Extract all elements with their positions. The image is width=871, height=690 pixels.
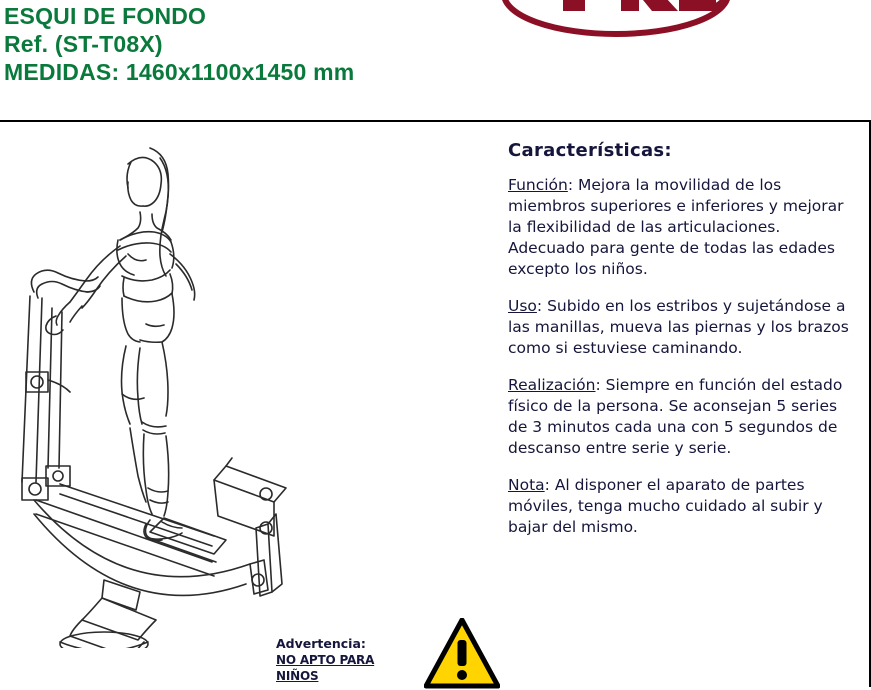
characteristic-nota	[508, 475, 853, 538]
warning-triangle-icon	[424, 618, 500, 690]
characteristic-realizacion	[508, 375, 853, 459]
characteristic-nota-text: Al disponer el aparato de partes móviles, tenga mucho cuidado al subir y bajar del mismo.	[508, 476, 823, 536]
characteristics-heading: Características:	[508, 140, 672, 161]
characteristic-funcion-text: Mejora la movilidad de los miembros superiores e inferiores y mejorar la flexibilidad de las articulaciones. Adecuado para gente de todas las edades excepto los niños.	[508, 176, 844, 278]
product-title: ESQUI DE FONDO	[4, 3, 207, 29]
characteristic-uso-label: Uso	[508, 297, 537, 315]
characteristics-section	[508, 140, 853, 554]
characteristic-funcion-separator: :	[567, 176, 579, 194]
header-divider	[0, 120, 871, 122]
warning-block	[276, 628, 506, 688]
characteristic-funcion-label: Función	[508, 176, 568, 194]
characteristic-realizacion-text: Siempre en función del estado físico de la persona. Se aconsejan 5 series de 3 minutos cada una con 5 segundos de descanso entre serie y serie.	[508, 376, 843, 457]
product-measures: MEDIDAS: 1460x1100x1450 mm	[4, 59, 355, 85]
warning-message: NO APTO PARA NIÑOS	[276, 653, 375, 683]
characteristic-realizacion-separator: :	[595, 376, 606, 394]
cross-country-ski-machine-drawing	[0, 128, 470, 648]
characteristic-realizacion-label: Realización	[508, 376, 596, 394]
characteristic-nota-separator: :	[544, 476, 555, 494]
product-title-block	[4, 2, 354, 86]
characteristic-uso-text: Subido en los estribos y sujetándose a las manillas, mueva las piernas y los brazos como si estuviese caminando.	[508, 297, 849, 357]
characteristic-funcion	[508, 175, 853, 280]
characteristic-uso	[508, 296, 853, 359]
company-logo	[501, 0, 731, 58]
product-reference: Ref. (ST-T08X)	[4, 31, 163, 57]
characteristic-uso-separator: :	[536, 297, 548, 315]
characteristic-nota-label: Nota	[508, 476, 545, 494]
warning-text-block	[276, 636, 411, 684]
warning-title: Advertencia:	[276, 636, 366, 651]
page-header	[0, 0, 871, 112]
